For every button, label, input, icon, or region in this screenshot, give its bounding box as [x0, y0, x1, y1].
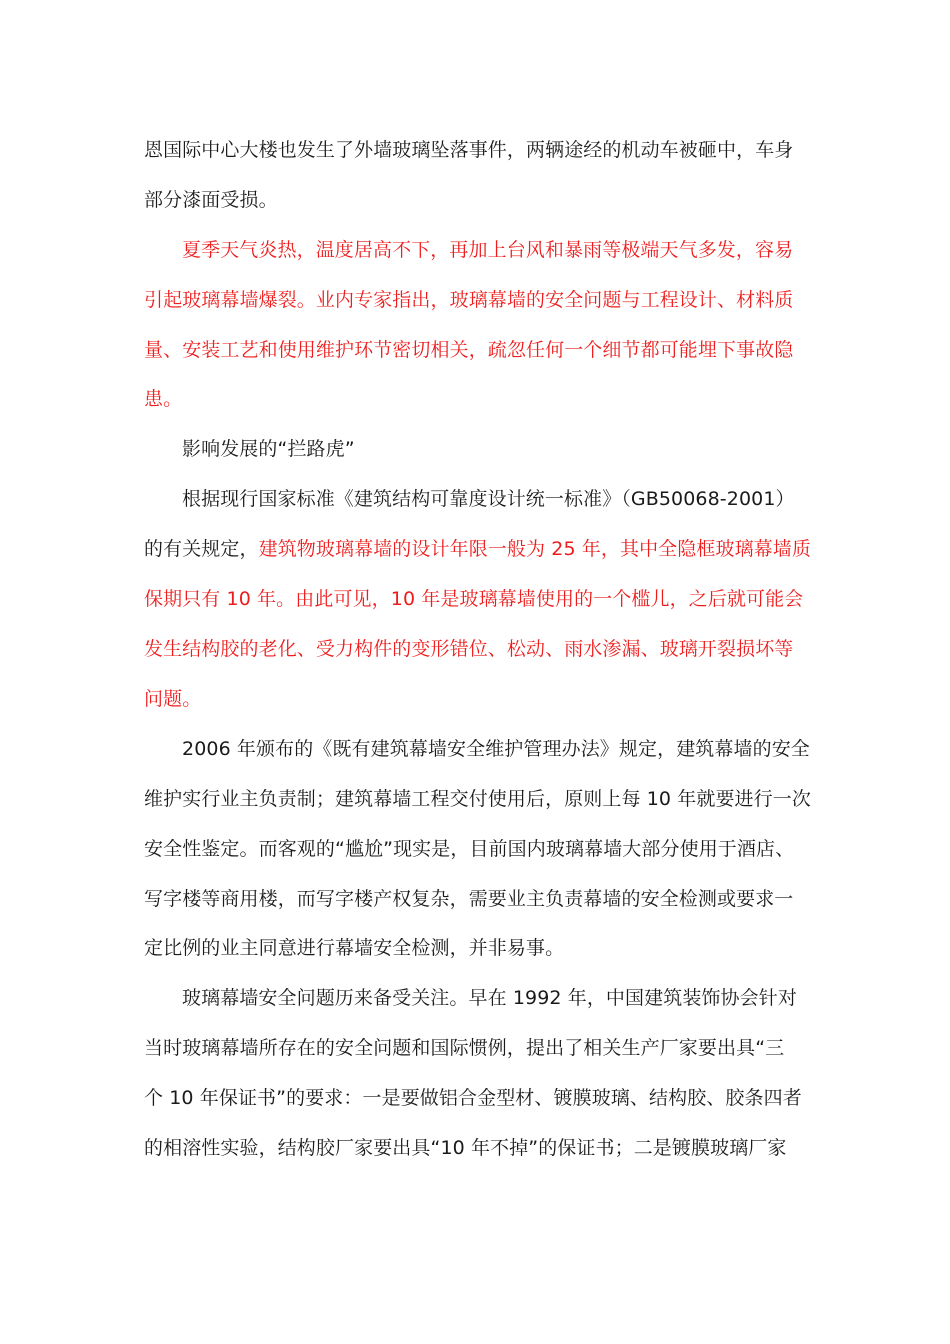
highlighted-text: 建筑物玻璃幕墙的设计年限一般为 25 年，其中全隐框玻璃幕墙质	[258, 538, 811, 560]
body-text: 2006 年颁布的《既有建筑幕墙安全维护管理办法》规定，建筑幕墙的安全	[182, 738, 810, 760]
paragraph-line	[182, 484, 795, 514]
body-text: 个 10 年保证书”的要求：一是要做铝合金型材、镀膜玻璃、结构胶、胶条四者	[144, 1087, 802, 1109]
paragraph-line	[144, 1133, 787, 1163]
body-text: 部分漆面受损。	[144, 189, 278, 211]
highlighted-text: 量、安装工艺和使用维护环节密切相关，疏忽任何一个细节都可能埋下事故隐	[144, 339, 794, 361]
highlighted-text: 保期只有 10 年。由此可见，10 年是玻璃幕墙使用的一个槛儿，之后就可能会	[144, 588, 804, 610]
paragraph-line	[182, 734, 810, 764]
paragraph-line	[182, 434, 355, 464]
paragraph-line	[144, 285, 793, 315]
body-text: 根据现行国家标准《建筑结构可靠度设计统一标准》（GB50068-2001）	[182, 488, 795, 510]
paragraph-line	[144, 135, 793, 165]
body-text: 玻璃幕墙安全问题历来备受关注。早在 1992 年，中国建筑装饰协会针对	[182, 987, 797, 1009]
paragraph-line	[144, 335, 793, 365]
paragraph-line	[144, 1033, 784, 1063]
highlighted-text: 发生结构胶的老化、受力构件的变形错位、松动、雨水渗漏、玻璃开裂损坏等	[144, 638, 794, 660]
paragraph-line	[144, 884, 793, 914]
body-text: 维护实行业主负责制；建筑幕墙工程交付使用后，原则上每 10 年就要进行一次	[144, 788, 811, 810]
paragraph-line	[144, 584, 803, 614]
body-text: 恩国际中心大楼也发生了外墙玻璃坠落事件，两辆途经的机动车被砸中，车身	[144, 139, 794, 161]
paragraph-line	[144, 185, 278, 215]
highlighted-text: 问题。	[144, 688, 202, 710]
highlighted-text: 患。	[144, 388, 183, 410]
body-text: 安全性鉴定。而客观的“尴尬”现实是，目前国内玻璃幕墙大部分使用于酒店、	[144, 838, 795, 860]
paragraph-line	[144, 684, 201, 714]
body-text: 的相溶性实验，结构胶厂家要出具“10 年不掉”的保证书；二是镀膜玻璃厂家	[144, 1137, 787, 1159]
paragraph-line	[144, 933, 564, 963]
highlighted-text: 夏季天气炎热，温度居高不下，再加上台风和暴雨等极端天气多发，容易	[182, 239, 794, 261]
paragraph-line	[144, 534, 811, 564]
body-text: 定比例的业主同意进行幕墙安全检测，并非易事。	[144, 937, 565, 959]
paragraph-line	[182, 235, 793, 265]
body-text: 影响发展的“拦路虎”	[182, 438, 355, 460]
paragraph-line	[182, 983, 797, 1013]
body-text: 当时玻璃幕墙所存在的安全问题和国际惯例，提出了相关生产厂家要出具“三	[144, 1037, 785, 1059]
body-text: 的有关规定，	[144, 538, 259, 560]
paragraph-line	[144, 634, 793, 664]
paragraph-line	[144, 834, 794, 864]
paragraph-line	[144, 1083, 802, 1113]
highlighted-text: 引起玻璃幕墙爆裂。业内专家指出，玻璃幕墙的安全问题与工程设计、材料质	[144, 289, 794, 311]
paragraph-line	[144, 784, 811, 814]
paragraph-line	[144, 384, 182, 414]
body-text: 写字楼等商用楼，而写字楼产权复杂，需要业主负责幕墙的安全检测或要求一	[144, 888, 794, 910]
